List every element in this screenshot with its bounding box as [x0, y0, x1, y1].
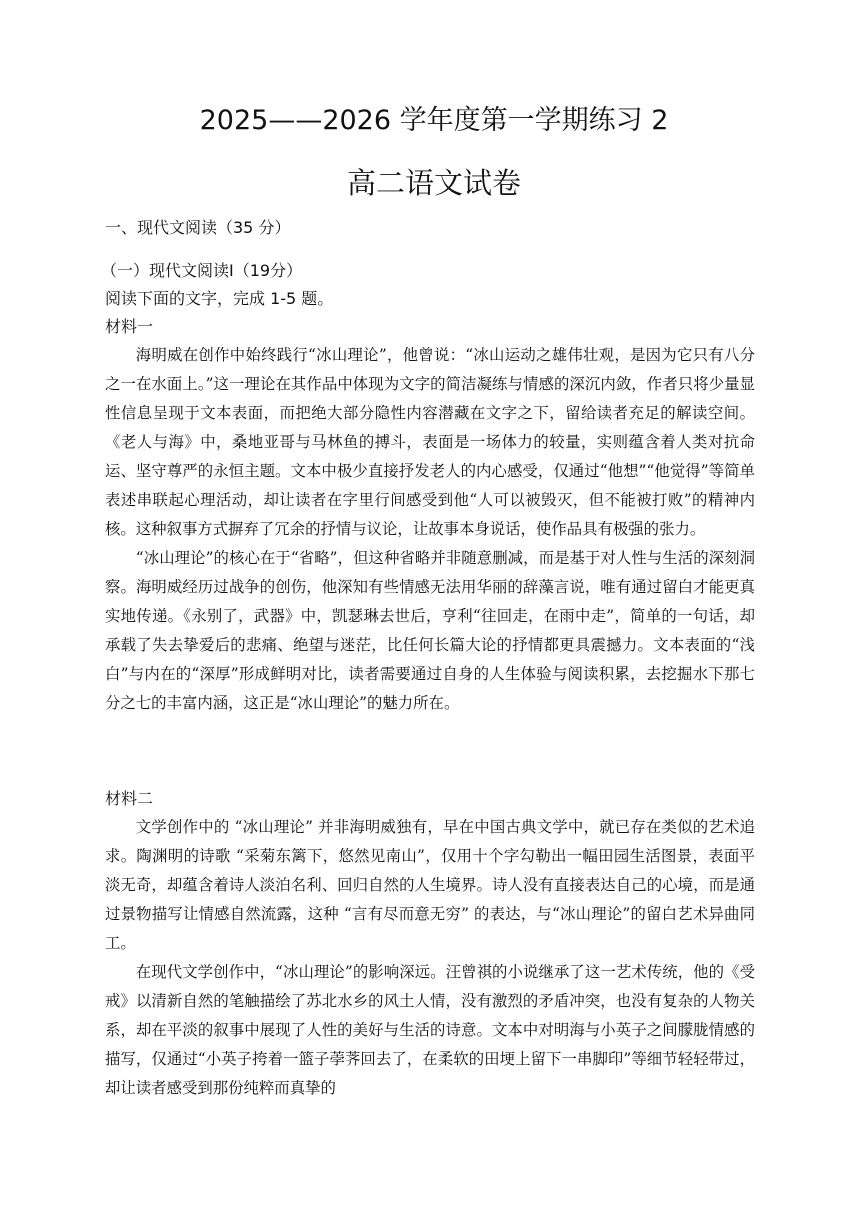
material-two-label: 材料二 [105, 789, 154, 808]
exam-subtitle: 高二语文试卷 [346, 166, 521, 200]
exam-title: 2025——2026 学年度第一学期练习 2 [199, 105, 669, 136]
sub-section-heading: （一）现代文阅读Ⅰ（19分） [101, 261, 303, 280]
material-two-paragraph: 在现代文学创作中，“冰山理论”的影响深远。汪曾祺的小说继承了这一艺术传统，他的《受戒》以清新自然的笔触描绘了苏北水乡的风土人情，没有激烈的矛盾冲突，也没有复杂的人物关系，却在平淡的叙事中展现了人性的美好与生活的诗意。文本中对明海与小英子之间朦胧情感的描写，仅通过“小英子挎着一篮子荸荠回去了，在柔软的田埂上留下一串脚印”等细节轻轻带过，却让读者感受到那份纯粹而真挚的 [105, 963, 755, 1097]
reading-instruction: 阅读下面的文字，完成 1-5 题。 [105, 289, 334, 308]
section-heading: 一、现代文阅读（35 分） [105, 218, 291, 237]
material-one-paragraph: “冰山理论”的核心在于“省略”，但这种省略并非随意删减，而是基于对人性与生活的深刻洞察。海明威经历过战争的创伤，他深知有些情感无法用华丽的辞藻言说，唯有通过留白才能更真实地传递。《永别了，武器》中，凯瑟琳去世后，亨利“往回走，在雨中走”，简单的一句话，却承载了失去挚爱后的悲痛、绝望与迷茫，比任何长篇大论的抒情都更具震撼力。文本表面的“浅白”与内在的“深厚”形成鲜明对比，读者需要通过自身的人生体验与阅读积累，去挖掘水下那七分之七的丰富内涵，这正是“冰山理论”的魅力所在。 [105, 549, 755, 712]
material-two-body [105, 813, 755, 1103]
material-one-body [105, 341, 755, 718]
material-two-paragraph: 文学创作中的 “冰山理论” 并非海明威独有，早在中国古典文学中，就已存在类似的艺术追求。陶渊明的诗歌 “采菊东篱下，悠然见南山”，仅用十个字勾勒出一幅田园生活图景，表面平淡无奇，却蕴含着诗人淡泊名利、回归自然的人生境界。诗人没有直接表达自己的心境，而是通过景物描写让情感自然流露，这种 “言有尽而意无穷” 的表达，与“冰山理论”的留白艺术异曲同工。 [105, 818, 755, 952]
material-one-label: 材料一 [105, 317, 154, 336]
material-one-paragraph: 海明威在创作中始终践行“冰山理论”，他曾说：“冰山运动之雄伟壮观，是因为它只有八分之一在水面上。”这一理论在其作品中体现为文字的简洁凝练与情感的深沉内敛，作者只将少量显性信息呈现于文本表面，而把绝大部分隐性内容潜藏在文字之下，留给读者充足的解读空间。《老人与海》中，桑地亚哥与马林鱼的搏斗，表面是一场体力的较量，实则蕴含着人类对抗命运、坚守尊严的永恒主题。文本中极少直接抒发老人的内心感受，仅通过“他想”“他觉得”等简单表述串联起心理活动，却让读者在字里行间感受到他“人可以被毁灭，但不能被打败”的精神内核。这种叙事方式摒弃了冗余的抒情与议论，让故事本身说话，使作品具有极强的张力。 [105, 346, 755, 538]
